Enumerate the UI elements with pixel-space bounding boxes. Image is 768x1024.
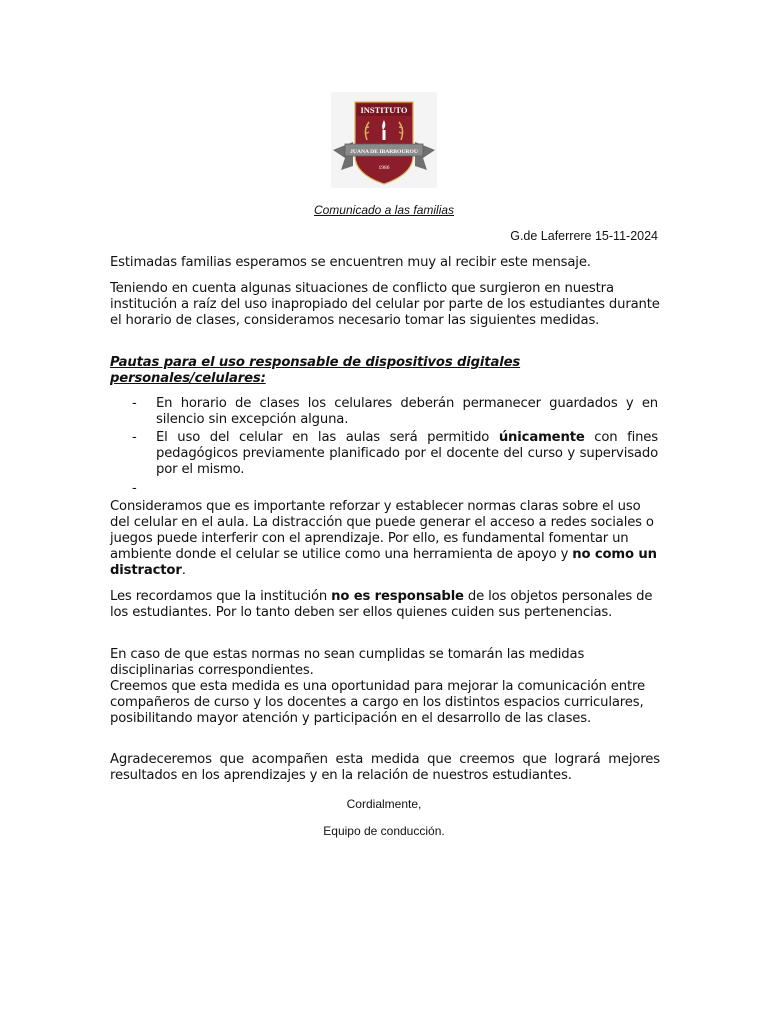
closing-salutation: Cordialmente, [346,797,422,811]
reinforce-paragraph [110,499,660,579]
guidelines-heading: Pautas para el uso responsable de dispositivos digitales personales/celulares: [110,355,521,386]
responsibility-text-end: de los objetos personales de los estudiantes. Por lo tanto deben ser ellos quienes cuiden sus pertenencias. [110,589,653,620]
opportunity-line: Creemos que esta medida es una oportunidad para mejorar la comunicación entre compañeros de curso y los docentes a cargo en los distintos espacios curriculares, posibilitando mayor atención y participación en el desarrollo de las clases. [110,679,645,726]
list-item-text-start: El uso del celular en las aulas será permitido [156,430,499,445]
responsibility-text-start: Les recordamos que la institución [110,589,332,604]
gratitude-paragraph: Agradeceremos que acompañen esta medida que creemos que logrará mejores resultados en los aprendizajes y en la relación de nuestros estudiantes. [110,752,660,783]
list-marker: - [132,481,137,496]
emphasis-not-responsible: no es responsable [331,589,464,604]
date-line: G.de Laferrere 15-11-2024 [510,229,658,243]
institute-logo [331,92,437,188]
logo-year-text: 1986 [378,165,390,171]
document-title: Comunicado a las familias [313,203,455,217]
list-marker: - [132,396,137,411]
responsibility-paragraph [110,589,660,621]
sanctions-line: En caso de que estas normas no sean cumplidas se tomarán las medidas disciplinarias correspondientes. [110,647,585,678]
sanctions-paragraph [110,647,660,727]
greeting-paragraph: Estimadas familias esperamos se encuentren muy al recibir este mensaje. [110,255,591,270]
logo-banner-text: INSTITUTO [360,105,408,115]
reinforce-text: Consideramos que es importante reforzar y establecer normas claras sobre el uso del celular en el aula. La distracción que puede generar el acceso a redes sociales o juegos puede interferir con el aprendizaje. Por ello, es fundamental fomentar un ambiente donde el celular se utilice como una herramienta de apoyo y [110,499,654,562]
intro-paragraph: Teniendo en cuenta algunas situaciones de conflicto que surgieron en nuestra institución a raíz del uso inapropiado del celular por parte de los estudiantes durante el horario de clases, consideramos necesario tomar las siguientes medidas. [110,281,660,328]
reinforce-end: . [181,563,186,578]
closing-signature: Equipo de conducción. [323,824,445,838]
emphasis-not-distractor: no como un distractor [110,547,657,578]
list-item-text: En horario de clases los celulares deberán permanecer guardados y en silencio sin excepción alguna. [156,396,658,427]
emphasis-only: únicamente [498,430,585,445]
list-item-text [156,430,658,478]
list-marker: - [132,430,137,445]
list-item-text-end: con fines pedagógicos previamente planificado por el docente del curso y supervisado por el mismo. [156,430,658,477]
logo-ribbon-text: JUANA DE IBARBOUROU [350,149,418,155]
